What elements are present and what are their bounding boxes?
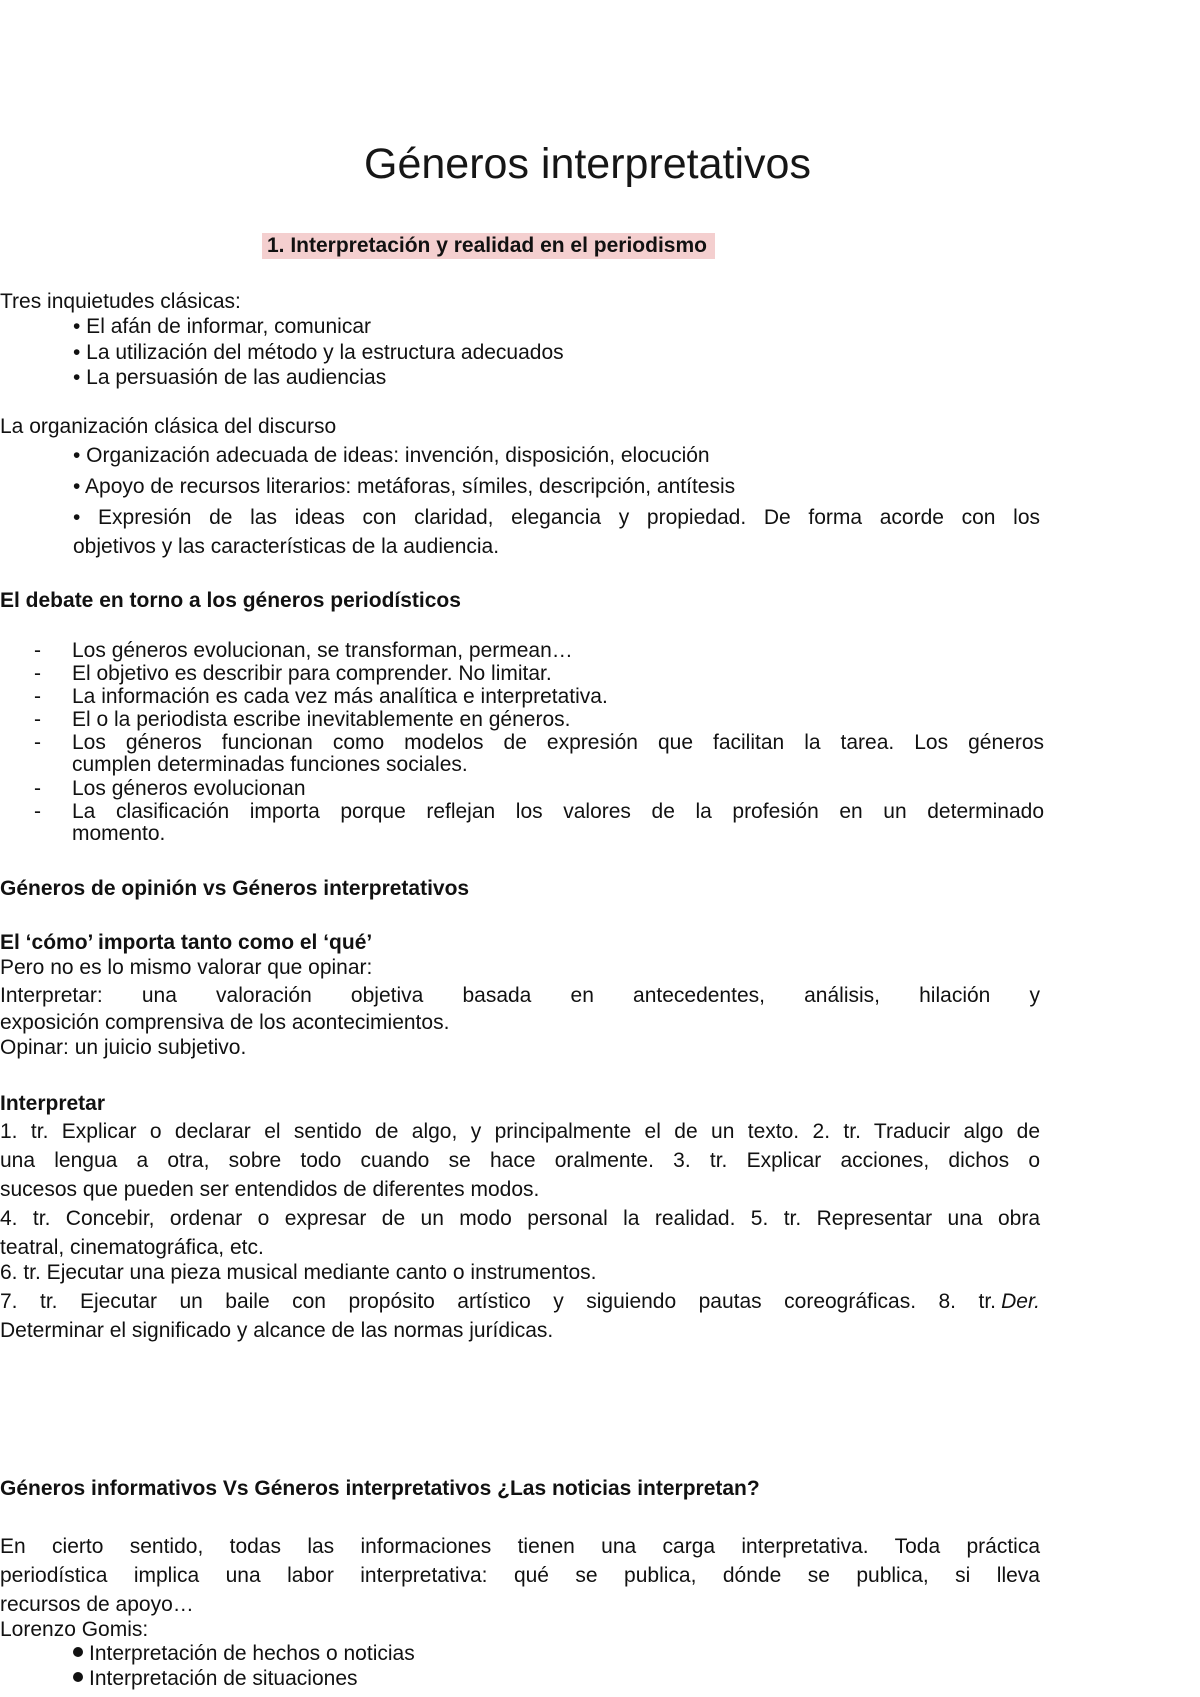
informativos-heading: Géneros informativos Vs Géneros interpretativos ¿Las noticias interpretan? — [0, 1477, 760, 1500]
opinion-heading: Géneros de opinión vs Géneros interpretativos — [0, 877, 470, 900]
interpretar-line: sucesos que pueden ser entendidos de diferentes modos. — [0, 1178, 540, 1201]
opinion-line: Pero no es lo mismo valorar que opinar: — [0, 956, 373, 979]
dash-marker: - — [34, 777, 41, 800]
list-item-text: La información es cada vez más analítica e interpretativa. — [72, 685, 608, 708]
interpretar-line: 4. tr. Concebir, ordenar o expresar de un modo personal la realidad. 5. tr. Representar una obra — [0, 1207, 1040, 1230]
list-item-text: cumplen determinadas funciones sociales. — [72, 753, 468, 776]
bullet-icon — [73, 1672, 83, 1682]
bullet-item-text: Interpretación de situaciones — [89, 1667, 358, 1690]
bullet-item-text: Interpretación de hechos o noticias — [89, 1642, 415, 1665]
informativos-line: En cierto sentido, todas las informaciones tienen una carga interpretativa. Toda práctica — [0, 1535, 1040, 1558]
list-item-text: Los géneros funcionan como modelos de expresión que facilitan la tarea. Los géneros — [72, 731, 1044, 754]
bullet-list-item — [73, 1666, 358, 1691]
list-item-text: El objetivo es describir para comprender. No limitar. — [72, 662, 552, 685]
list-item-text: Los géneros evolucionan, se transforman, permean… — [72, 639, 573, 662]
interpretar-line: Determinar el significado y alcance de las normas jurídicas. — [0, 1319, 554, 1342]
dash-marker: - — [34, 639, 41, 662]
opinion-line: Interpretar: una valoración objetiva basada en antecedentes, análisis, hilación y — [0, 984, 1040, 1007]
list-item-text: momento. — [72, 822, 166, 845]
dash-marker: - — [34, 685, 41, 708]
inquietudes-item: • El afán de informar, comunicar — [73, 315, 371, 338]
interpretar-abbreviation: Der. — [1001, 1290, 1040, 1313]
opinion-line: Opinar: un juicio subjetivo. — [0, 1036, 247, 1059]
discurso-item: • Expresión de las ideas con claridad, elegancia y propiedad. De forma acorde con los — [73, 506, 1040, 529]
bullet-icon — [73, 1647, 83, 1657]
debate-heading: El debate en torno a los géneros periodísticos — [0, 589, 461, 612]
interpretar-line-7 — [0, 1289, 1040, 1314]
interpretar-line: 1. tr. Explicar o declarar el sentido de algo, y principalmente el de un texto. 2. tr. Traducir algo de — [0, 1120, 1040, 1143]
informativos-line: periodística implica una labor interpretativa: qué se publica, dónde se publica, si lleva — [0, 1564, 1040, 1587]
dash-marker: - — [34, 800, 41, 823]
informativos-line: Lorenzo Gomis: — [0, 1618, 149, 1641]
bullet-list-item — [73, 1641, 415, 1666]
list-item-text: La clasificación importa porque reflejan los valores de la profesión en un determinado — [72, 800, 1044, 823]
inquietudes-intro: Tres inquietudes clásicas: — [0, 290, 241, 313]
dash-marker: - — [34, 731, 41, 754]
interpretar-line: una lengua a otra, sobre todo cuando se hace oralmente. 3. tr. Explicar acciones, dichos o — [0, 1149, 1040, 1172]
opinion-subheading: El ‘cómo’ importa tanto como el ‘qué’ — [0, 931, 373, 954]
interpretar-line: 6. tr. Ejecutar una pieza musical mediante canto o instrumentos. — [0, 1261, 597, 1284]
document-title: Géneros interpretativos — [364, 140, 811, 188]
dash-marker: - — [34, 708, 41, 731]
informativos-line: recursos de apoyo… — [0, 1593, 194, 1616]
inquietudes-item: • La persuasión de las audiencias — [73, 366, 387, 389]
discurso-item: • Apoyo de recursos literarios: metáforas, símiles, descripción, antítesis — [73, 475, 736, 498]
discurso-intro: La organización clásica del discurso — [0, 415, 337, 438]
interpretar-line-7-text: 7. tr. Ejecutar un baile con propósito artístico y siguiendo pautas coreográficas. 8. tr. — [0, 1290, 996, 1313]
inquietudes-item: • La utilización del método y la estructura adecuados — [73, 341, 564, 364]
dash-marker: - — [34, 662, 41, 685]
discurso-item-continuation: objetivos y las características de la audiencia. — [73, 535, 500, 558]
list-item-text: Los géneros evolucionan — [72, 777, 306, 800]
list-item-text: El o la periodista escribe inevitablemente en géneros. — [72, 708, 571, 731]
section-heading-1: 1. Interpretación y realidad en el periodismo — [262, 233, 715, 259]
discurso-item: • Organización adecuada de ideas: invención, disposición, elocución — [73, 444, 710, 467]
opinion-line: exposición comprensiva de los acontecimientos. — [0, 1011, 450, 1034]
interpretar-line: teatral, cinematográfica, etc. — [0, 1236, 264, 1259]
interpretar-heading: Interpretar — [0, 1092, 106, 1115]
